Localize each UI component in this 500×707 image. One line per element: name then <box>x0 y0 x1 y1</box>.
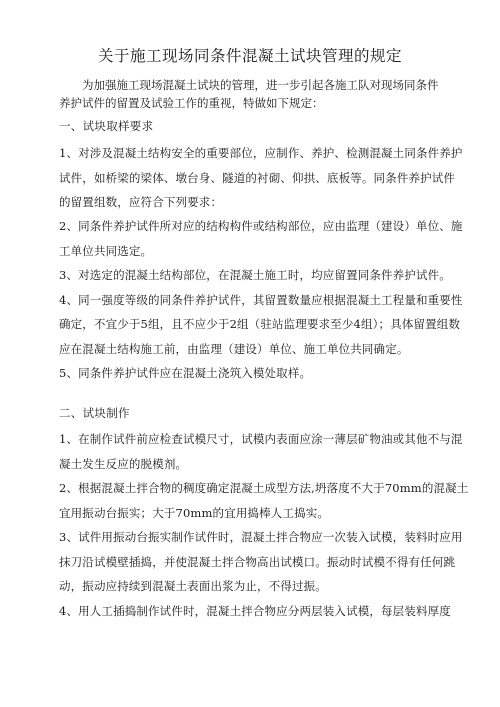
s2-item3-line1: 3、试件用振动台振实制作试件时，混凝土拌合物应一次装入试模，装料时应用 <box>59 530 463 544</box>
s1-item1-line3: 的留置组数，应符合下列要求： <box>59 195 223 209</box>
s1-item5-line1: 5、同条件养护试件应在混凝土浇筑入模处取样。 <box>59 366 312 380</box>
s1-item4-line1: 4、同一强度等级的同条件养护试件，其留置数量应根据混凝土工程量和重要性 <box>59 293 463 307</box>
s1-item3-line1: 3、对选定的混凝土结构部位，在混凝土施工时，均应留置同条件养护试件。 <box>59 268 451 282</box>
s2-item3-line3: 动，振动应持续到混凝土表面出浆为止，不得过振。 <box>59 579 327 593</box>
s2-item4-line1: 4、用人工插捣制作试件时，混凝土拌合物应分两层装入试模，每层装料厚度 <box>59 604 451 618</box>
s1-item1-line1: 1、对涉及混凝土结构安全的重要部位，应制作、养护、检测混凝土同条件养护 <box>59 146 463 160</box>
s1-item2-line2: 工单位共同选定。 <box>59 244 153 258</box>
s1-item1-line2: 试件，如桥梁的梁体、墩台身、隧道的衬砌、仰拱、底板等。同条件养护试件 <box>59 171 456 185</box>
s2-item3-line2: 抹刀沿试模壁插捣，并使混凝土拌合物高出试模口。振动时试模不得有任何跳 <box>59 555 456 569</box>
document-title: 关于施工现场同条件混凝土试块管理的规定 <box>97 47 402 65</box>
section-heading-fabrication: 二、试块制作 <box>59 406 130 420</box>
section-heading-sampling: 一、试块取样要求 <box>59 119 154 133</box>
s1-item2-line1: 2、同条件养护试件所对应的结构构件或结构部位，应由监理（建设）单位、施 <box>59 219 463 233</box>
s2-item1-line1: 1、在制作试件前应检查试模尺寸，试模内表面应涂一薄层矿物油或其他不与混 <box>59 432 463 446</box>
s2-item2-line1: 2、根据混凝土拌合物的稠度确定混凝土成型方法,坍落度不大于70mm的混凝土 <box>59 481 469 495</box>
s1-item4-line3: 应在混凝土结构施工前，由监理（建设）单位、施工单位共同确定。 <box>59 342 409 356</box>
intro-paragraph: 为加强施工现场混凝土试块的管理，进一步引起各施工队对现场同条件养护试件的留置及试验工作的重视，特做如下规定： <box>59 78 439 110</box>
s2-item2-line2: 宜用振动台振实；大于70mm的宜用捣棒人工捣实。 <box>59 506 330 520</box>
s2-item1-line2: 凝土发生反应的脱模剂。 <box>59 457 188 471</box>
s1-item4-line2: 确定，不宜少于5组，且不应少于2组（驻站监理要求至少4组）；具体留置组数 <box>59 317 461 331</box>
